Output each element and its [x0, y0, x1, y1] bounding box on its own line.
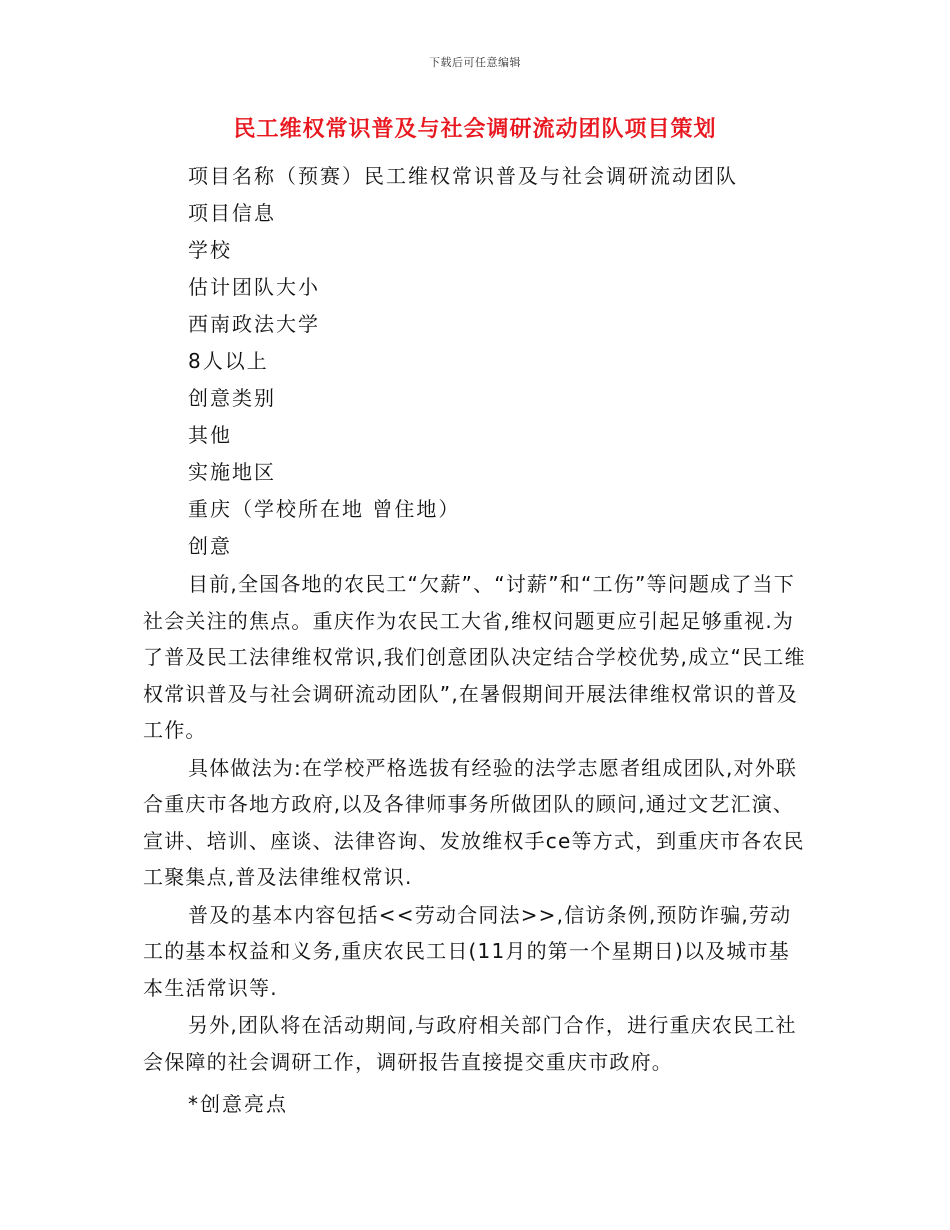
field-region-label: 实施地区	[188, 460, 276, 484]
field-project-name: 项目名称（预赛）民工维权常识普及与社会调研流动团队	[188, 164, 738, 188]
field-school-label: 学校	[188, 238, 232, 262]
field-team-size-value: 8人以上	[188, 349, 269, 373]
paragraph-background: 目前,全国各地的农民工“欠薪”、“讨薪”和“工伤”等问题成了当下社会关注的焦点。重庆作为农民工大省,维权问题更应引起足够重视.为了普及民工法律维权常识,我们创意团队决定结合学校优势,成立“民工维权常识普及与社会调研流动团队”,在暑假期间开展法律维权常识的普及工作。	[143, 572, 806, 742]
document-title: 民工维权常识普及与社会调研流动团队项目策划	[233, 116, 717, 142]
field-category-label: 创意类别	[188, 386, 276, 410]
field-team-size-label: 估计团队大小	[188, 275, 320, 299]
field-school-value: 西南政法大学	[188, 312, 320, 336]
header-note: 下载后可任意编辑	[429, 56, 521, 69]
project-info-fields	[188, 158, 828, 565]
field-category-value: 其他	[188, 423, 232, 447]
field-idea-label: 创意	[188, 534, 232, 558]
paragraph-method: 具体做法为:在学校严格选拔有经验的法学志愿者组成团队,对外联合重庆市各地方政府,以及各律师事务所做团队的顾问,通过文艺汇演、宣讲、培训、座谈、法律咨询、发放维权手ce等方式，到重庆市各农民工聚集点,普及法律维权常识.	[143, 755, 805, 889]
field-region-value: 重庆（学校所在地 曾住地）	[188, 497, 461, 521]
highlight-heading: *创意亮点	[188, 1092, 288, 1116]
document-body	[143, 566, 811, 1081]
paragraph-content: 普及的基本内容包括<<劳动合同法>>,信访条例,预防诈骗,劳动工的基本权益和义务,重庆农民工日(11月的第一个星期日)以及城市基本生活常识等.	[143, 902, 792, 1000]
field-project-info: 项目信息	[188, 201, 276, 225]
paragraph-research: 另外,团队将在活动期间,与政府相关部门合作，进行重庆农民工社会保障的社会调研工作，调研报告直接提交重庆市政府。	[143, 1013, 797, 1074]
